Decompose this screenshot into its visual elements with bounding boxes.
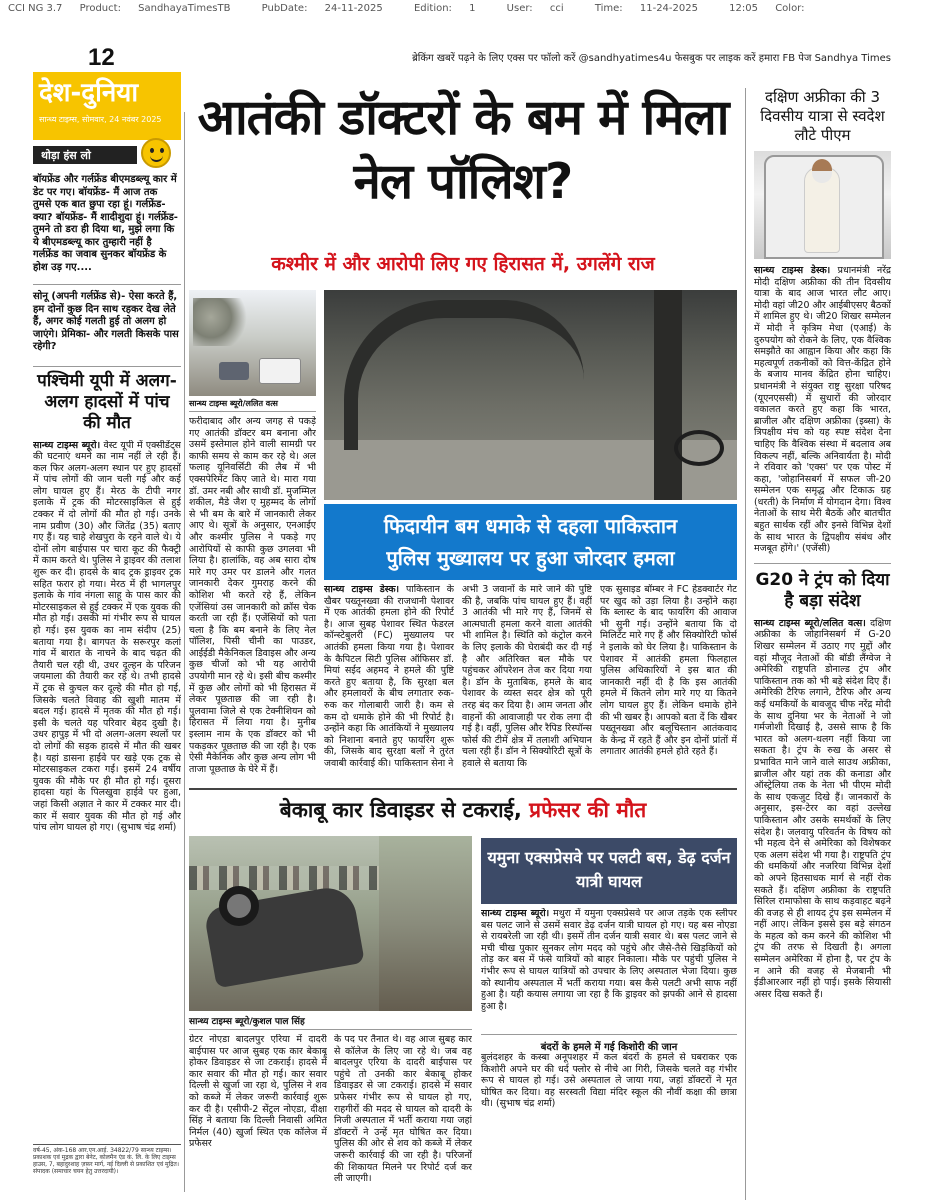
lead-headline: आतंकी डॉक्टरों के बम में मिला नेल पॉलिश? [197, 89, 729, 210]
pubdate-value: 24-11-2025 [324, 3, 383, 14]
g20-headline: G20 ने ट्रंप को दिया है बड़ा संदेश [754, 563, 891, 612]
g20-story: सान्ध्य टाइम्स ब्यूरो/ललित वत्स। दक्षिण अफ्रीका के जोहानिसबर्ग में G-20 शिखर सम्मेलन में उठाए गए मुद्दों और वहां मौजूद नेताओं की बॉडी लैंग्वेज ने अमेरिकी राष्ट्रपति डोनाल्ड ट्रंप और पाकिस्तान तक को भी बड़े संदेश दिए हैं। अमेरिकी टैरिफ लगाने, टैरिफ और अन्य कई धमकियों के बावजूद चीफ नरेंद्र मोदी के साथ दुनिया भर के नेताओं ने जो गर्मजोशी दिखाई है, उससे साफ है कि भारत को अलग-थलग नहीं किया जा सकता है। ट्रंप के रुख के असर से प्रभावित माने जाने वाले साउथ अफ्रीका, ब्राजील और यहां तक की कनाडा और ऑस्ट्रेलिया तक के नेता भी पीएम मोदी के साथ एकजुट दिखे हैं। जानकारों के अनुसार, इस-टेरर का वहां उल्लेख पाकिस्तान और उसके समर्थकों के लिए संदेश है। जलवायु परिवर्तन के विषय को भी महत्व देने से अमेरिका को विशेषकर एक अलग संदेश भी गया है। राष्ट्रपति ट्रंप की धमकियों और नजरिया विभिन्न देशों को अपने हितसाधक मार्ग से नहीं रोक सकते हैं। दक्षिण अफ्रीका के राष्ट्रपति सिरिल रामाफोसा के साथ कड़वाहट बढ़ने की वजह से ही शायद ट्रंप इस सम्मेलन में नहीं आए। लेकिन इससे इस बड़े संगठन के महत्व को कम करने की कोशिश भी ट्रंप की तरफ से दिखती है। अगला सम्मेलन अमेरिका में होना है, पर ट्रंप के न आने की वजह से मेजबानी भी ईडीआरआर नहीं हो पाई। इसके सियासी असर दिख सकते हैं। [754, 617, 891, 1000]
lead-story-text: फरीदाबाद और अन्य जगह से पकड़े गए आतंकी डॉक्टर बम बनाना और उसमें इस्तेमाल होने वाली सामग्री पर काफी समय से काम कर रहे थे। अल फलाह यूनिवर्सिटी की लैब में भी एक्सपेरिमेंट किए जाते थे। मारा गया डॉ. उमर नबी और साथी डॉ. मुजम्मिल शकील, मैडे जैश ए मुहम्मद के लोगों से भी बम के बारे में जानकारी लेकर आए थे। सूत्रों के अनुसार, एनआईए और कश्मीर पुलिस ने पकड़े गए आरोपियों से काफी कुछ उगलवा भी लिया है। हालांकि, वह अब सारा दोष मारे गए उमर पर डालने और गलत जानकारी देकर गुमराह करने की कोशिश भी करते रहे हैं, लेकिन एजेंसियां उस जानकारी को क्रॉस चेक करती जा रही हैं। एजेंसियों को पता चला है कि बम बनाने के लिए नेल पॉलिश, पिसी चीनी का पाउडर, आईईडी मैकेनिकल डिवाइस और अन्य कुछ चीजों को भी यह आरोपी उपयोगी मान रहे थे। इसी बीच कश्मीर में कुछ और लोगों को भी हिरासत में लेकर पूछताछ की जा रही है। पुलवामा जिले से एक टेक्नीशियन को हिरासत में लिया गया है। मुनीब इस्लाम नाम के एक डॉक्टर को भी पकड़कर पूछताछ की जा रही है। एक ऐसी मैकेनिक और कुछ अन्य लोग भी ताजा पूछताछ के घेरे में हैं। [189, 416, 316, 775]
car-crash-photo [189, 836, 379, 1011]
west-up-story [33, 440, 181, 1130]
user-value: cci [549, 3, 564, 14]
faridabad-photo-caption: सान्ध्य टाइम्स ब्यूरो/ललित वत्स [189, 398, 316, 412]
color-label: Color: [775, 3, 805, 14]
pm-return-headline: दक्षिण अफ्रीका की 3 दिवसीय यात्रा से स्वदेश लौटे पीएम [760, 88, 885, 144]
section-title: देश-दुनिया [39, 78, 139, 108]
column-divider [184, 112, 185, 1192]
smiley-icon [141, 138, 171, 168]
left-column [33, 72, 181, 1200]
section-rule [189, 788, 737, 790]
pakistan-story-col-1: सान्ध्य टाइम्स डेस्क। पाकिस्तान के खैबर पख्तूनख्वा की राजधानी पेशावर में एक आतंकी हमला होने की रिपोर्ट है। आज सुबह पेशावर स्थित फेडरल कॉन्स्टेबुलरी (FC) मुख्यालय पर आतंकी हमला किया गया है। पेशावर के कैपिटल सिटी पुलिस ऑफिसर डॉ. मियां सईद अहमद ने हमले की पुष्टि करते हुए बताया है, कि सुरक्षा बल और हमलावरों के बीच लगातार रुक-रुक कर गोलाबारी जारी है। कम से कम दो धमाके होने की भी रिपोर्ट है। उन्होंने कहा कि आतंकियों ने मुख्यालय को निशाना बनाते हुए फायरिंग शुरू की, जिसके बाद सुरक्षा बलों ने तुरंत जवाबी कार्रवाई की। पाकिस्तान सेना ने [324, 584, 454, 769]
print-info-bar: CCI NG 3.7 Product: SandhayaTimesTB PubDate: 24-11-2025 Edition: 1 User: cci Time: 11-24-2025 12:05 Color: [0, 0, 931, 18]
faridabad-photo [189, 290, 316, 396]
bus-accident-headline: यमुना एक्सप्रेसवे पर पलटी बस, डेढ़ दर्जन यात्री घायल [481, 838, 737, 904]
lead-subheadline: कश्मीर में और आरोपी लिए गए हिरासत में, उगलेंगे राज [271, 253, 655, 275]
section-date: सान्ध्य टाइम्स, सोमवार, 24 नवंबर 2025 [39, 115, 162, 124]
car-crash-headline: बेकाबू कार डिवाइडर से टकराई, प्रफेसर की मौत [279, 798, 647, 822]
monkey-attack-story: बुलंदशहर के कस्बा अनूपशहर में कल बंदरों के हमले से घबराकर एक किशोरी अपने घर की धर्द फ्लोर से नीचे आ गिरी, जिसके चलते वह गंभीर रूप से घायल हो गई। उसे अस्पताल ले जाया गया, जहां डॉक्टरों ने मृत घोषित कर दिया। वह सरस्वती विद्या मंदिर स्कूल की नौवीं कक्षा की छात्रा थी। (सुभाष चंद्र शर्मा) [481, 1052, 737, 1110]
pakistan-attack-banner [324, 504, 737, 580]
pakistan-story-col-2: अभी 3 जवानों के मारे जाने की पुष्टि की है, जबकि पांच घायल हुए हैं। वहीं 3 आतंकी भी मारे गए हैं, जिनमें से आत्मघाती हमला करने वाला आतंकी भी शामिल है। स्थिति को कंट्रोल करने के लिए इलाके की घेराबंदी कर दी गई है और अतिरिक्त बल मौके पर पहुंचकर ऑपरेशन तेज कर दिया गया है। डॉन के मुताबिक, हमले के बाद पेशावर के व्यस्त सदर क्षेत्र को पूरी तरह बंद कर दिया है। आम जनता और वाहनों की आवाजाही पर रोक लगा दी गई है। वहीं, पुलिस और रैपिड रिस्पॉन्स फोर्स की टीमें क्षेत्र में तलाशी अभियान चला रही हैं। डॉन ने सिक्योरिटी सूत्रों के हवाले से बताया कि [462, 584, 592, 769]
monkey-attack-headline: बंदरों के हमले में गई किशोरी की जान [481, 1034, 737, 1053]
pm-return-story: सान्ध्य टाइम्स डेस्क। प्रधानमंत्री नरेंद्र मोदी दक्षिण अफ्रीका की तीन दिवसीय यात्रा के बाद आज भारत लौट आए। मोदी वहां जी20 और आईबीएसए बैठकों में शामिल हुए थे। जी20 शिखर सम्मेलन में मोदी ने कृत्रिम मेधा (एआई) के दुरुपयोग को रोकने के लिए, एक वैश्विक समझौते का आह्वान किया और कहा कि महत्वपूर्ण तकनीकों को वित्त-केंद्रित होने के बजाय मानव केंद्रित होना चाहिए। प्रधानमंत्री ने संयुक्त राष्ट्र सुरक्षा परिषद (यूएनएससी) में सुधारों की जोरदार वकालत करते हुए कहा कि भारत, ब्राजील और दक्षिण अफ्रीका (इब्सा) के त्रिपक्षीय मंच को यह स्पष्ट संदेश देना चाहिए कि वैश्विक संस्था में बदलाव अब विकल्प नहीं, बल्कि अनिवार्यता है। मोदी ने रविवार को 'एक्स' पर एक पोस्ट में कहा, 'जोहानिसबर्ग में सफल जी-20 सम्मेलन एक समृद्ध और टिकाऊ ग्रह (धरती) के निर्माण में योगदान देगा। विश्व नेताओं के साथ मेरी बैठकें और बातचीत बहुत सार्थक रहीं और इनसे विभिन्न देशों के साथ भारत के द्विपक्षीय संबंध और मजबूत होंगे।' (एजेंसी) [754, 265, 892, 555]
west-up-headline: पश्चिमी यूपी में अलग-अलग हादसों में पांच की मौत [33, 366, 181, 434]
social-follow-line: ब्रेकिंग खबरें पढ़ने के लिए एक्स पर फॉलो करें @sandhyatimes4u फेसबुक पर लाइक करें हमारा FB पेज Sandhya Times [412, 53, 891, 64]
joke-2: सोनू (अपनी गर्लफ्रेंड से)- ऐसा करते हैं, हम दोनों कुछ दिन साथ रहकर देख लेते हैं, अगर कोई गलती हुई तो अलग हो जाएंगे। प्रेमिका- और गलती किसके पास रहेगी? [33, 284, 181, 354]
product-value: SandhayaTimesTB [138, 3, 231, 14]
imprint-line: वर्ष-45, अंक-168 आर.एन.आई. 34822/79 सान्ध्य टाइम्स। प्रकाशक एवं मुद्रक द्वारा बेनेट, कोलमैन एंड कं. लि. के लिए टाइम्स हाउस, 7, बहादुरशाह ज़फ़र मार्ग, नई दिल्ली से प्रकाशित एवं मुद्रित। संपादक (समाचार चयन हेतु उत्तरदायी)। [33, 1144, 181, 1196]
right-column [745, 88, 891, 1200]
west-up-byline: सान्ध्य टाइम्स ब्यूरो। [33, 439, 101, 451]
pm-photo [754, 151, 891, 259]
car-crash-photo-2 [379, 836, 472, 1011]
banner-line-1: फिदायीन बम धमाके से दहला पाकिस्तान [383, 514, 678, 538]
west-up-text: वेस्ट यूपी में एक्सीडेंट्स की घटनाएं थमने का नाम नहीं ले रही हैं। कल फिर अलग-अलग स्थान पर हुए हादसों में पांच लोगों की जान चली गई और कई लोग घायल हुए हैं। मेरठ के टीपी नगर इलाके में ट्रक की मोटरसाइकिल से हुई टक्कर में दो लोगों की मौत हो गई। उनके नाम प्रवीण (30) और जितेंद्र (35) बताए गए हैं। यह चाहे शेखपुरा के रहने वाले थे। ये दोनों लोग बाईपास पर चारा कूट की फैक्ट्री में काम करते थे। पुलिस ने ड्राइवर की तलाश शुरू कर दी। हादसे के बाद ट्रक ड्राइवर ट्रक सहित फरार हो गया। मेरठ में ही भागलपुर इलाके के गांव नंगला साहू के पास कार की मोटरसाइकल से हुई टक्कर में एक युवक की मौत हो गई। उसकी मां गंभीर रूप से घायल हो गई। इस युवक का नाम संदीप (25) बताया गया है। बागपत के सरूरपुर कलां गांव में बारात के नाचने के बाद चढ़त की तैयारी चल रही थी, उधर दूल्हन के परिजन जयमाला की तैयारी कर रहे थे। तभी हादसे में ट्रक से कुचल कर दूल्हे की मौत हो गई, जिसके चलते विवाह की खुशी मातम में बदल गई। हादसे में मृतक की मौत हो गई। इसी के चलते यह परिवार बेहद दुखी है। उधर हापुड़ में भी दो अलग-अलग स्थलों पर दो लोगों की सड़क हादसे में मौत की खबर है। यहां डासना हाईवे पर खड़े एक ट्रक से मोटरसाइकल टकरा गई। इसमें 24 वर्षीय युवक की मौके पर ही मौत हो गई। दूसरा हादसा यहां के पिलखुवा हाईवे पर हुआ, जहां किसी अज्ञात ने कार में टक्कर मार दी। कार में सवार युवक की मौत हो गई और पांच लोग घायल हो गए। (सुभाष चंद्र शर्मा) [33, 439, 181, 834]
car-story-col-2: के पद पर तैनात थे। वह आज सुबह कार से कॉलेज के लिए जा रहे थे। जब वह बादलपुर एरिया के दादरी बाईपास पर पहुंचे तो उनकी कार बेकाबू होकर डिवाइडर से जा टकराई। हादसे में सवार प्रफेसर गंभीर रूप से घायल हो गए, राहगीरों की मदद से घायल को दादरी के निजी अस्पताल में भर्ती कराया गया जहां डॉक्टरों ने उन्हें मृत घोषित कर दिया। पुलिस की ओर से शव को कब्जे में लेकर जरूरी कार्रवाई की जा रही है। परिजनों की शिकायत मिलने पर रिपोर्ट दर्ज कर ली जाएगी। [334, 1034, 472, 1185]
car-photo-caption: सान्ध्य टाइम्स ब्यूरो/कुशल पाल सिंह [189, 1014, 472, 1030]
section-masthead [33, 72, 181, 140]
page-number: 12 [88, 44, 115, 71]
car-story-col-1: ग्रेटर नोएडा बादलपुर एरिया में दादरी बाईपास पर आज सुबह एक कार बेकाबू होकर डिवाइडर से जा टकराई। हादसे में कार सवार की मौत हो गई। कार सवार दिल्ली से खुर्जा जा रहा थे, पुलिस ने शव को कब्जे में लेकर जरूरी कार्रवाई शुरू कर दी है। एसीपी-2 सेंट्रल नोएडा, दीक्षा सिंह ने बताया कि दिल्ली निवासी अमित निर्मल (40) खुर्जा स्थित एक कॉलेज में प्रफेसर [189, 1034, 327, 1150]
joke-1: बॉयफ्रेंड और गर्लफ्रेंड बीएमडब्ल्यू कार में डेट पर गए। बॉयफ्रेंड- मैं आज तक तुमसे एक बात छुपा रहा हूं। गर्लफ्रेंड- क्या? बॉयफ्रेंड- मैं शादीशुदा हूं। गर्लफ्रेंड- तुमने तो डरा ही दिया था, मुझे लगा कि ये बीएमडब्ल्यू कार तुम्हारी नहीं है गर्लफ्रेंड का जवाब सुनकर बॉयफ्रेंड के होश उड़ गए.... [33, 174, 178, 273]
pakistan-story-col-3: एक सुसाइड बॉम्बर ने FC हेडक्वार्टर गेट पर खुद को उड़ा लिया है। उन्होंने कहा कि ब्लास्ट के बाद फायरिंग की आवाज भी सुनी गई। उन्होंने बताया कि दो मिलिटेंट मारे गए हैं और सिक्योरिटी फोर्स ने इलाके को घेर लिया है। पाकिस्तान के पेशावर में आतंकी हमला फिलहाल पुलिस अधिकारियों ने इस बात की जानकारी नहीं दी है कि इस आतंकी हमले में कितने लोग मारे गए या कितने लोग घायल हुए हैं। लेकिन धमाके होने की भी खबर है। आपको बता दें कि खैबर पख्तूनख्वा और बलूचिस्तान आतंकवाद के केन्द्र में रहते हैं और इन दोनों प्रांतों में लगातार आतंकी हमले होते रहते हैं। [600, 584, 737, 758]
edition-value: 1 [469, 3, 476, 14]
joke-heading: थोड़ा हंस लो [33, 146, 137, 164]
bus-accident-story: सान्ध्य टाइम्स ब्यूरो। मथुरा में यमुना एक्सप्रेसवे पर आज तड़के एक स्लीपर बस पलट जाने से उसमें सवार डेढ़ दर्जन यात्री घायल हो गए। यह बस नोएडा से रायबरेली जा रही थी। इसमें तीन दर्जन यात्री सवार थे। बस पलट जाने से मची चीख पुकार सुनकर लोग मदद को पहुंचे और जैसे-तैसे खिड़कियों को तोड़ कर बस में फंसे यात्रियों को बाहर निकाला। मौके पर पहुंची पुलिस ने गंभीर रूप से घायल यात्रियों को उपचार के लिए अस्पताल भेजा दिया। कुछ को स्थानीय अस्पताल में भर्ती कराया गया। बस कैसे पलटी अभी साफ नहीं हुआ है। यही कयास लगाया जा रहा है कि ड्राइवर को झपकी आने से हादसा हुआ है। [481, 908, 737, 1012]
peshawar-attack-photo [324, 290, 737, 500]
cci-version: CCI NG 3.7 [8, 3, 63, 14]
newspaper-page [33, 42, 891, 1200]
time-value: 11-24-2025 [639, 3, 698, 14]
banner-line-2: पुलिस मुख्यालय पर हुआ जोरदार हमला [386, 546, 675, 570]
clock: 12:05 [729, 3, 758, 14]
